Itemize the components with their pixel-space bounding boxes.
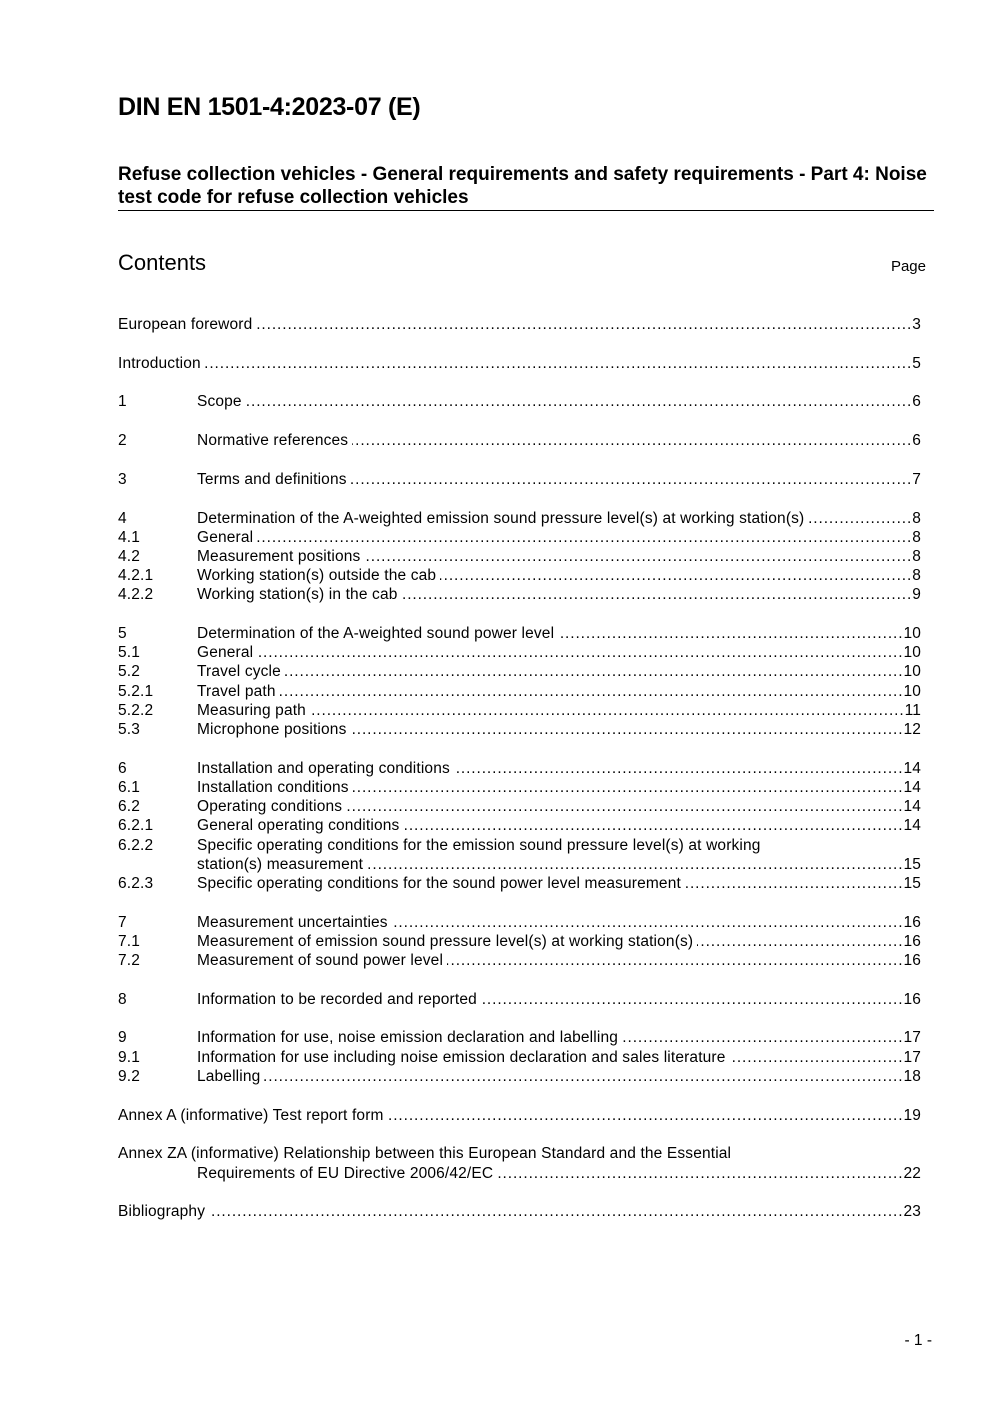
toc-entry[interactable] <box>118 874 921 893</box>
toc-leader-dots <box>808 509 912 528</box>
toc-entry-number: 2 <box>118 432 127 450</box>
toc-leader-dots <box>352 431 912 450</box>
toc-entry-title-continued: Requirements of EU Directive 2006/42/EC <box>197 1164 494 1182</box>
toc-leader-dots <box>697 932 903 951</box>
contents-heading: Contents <box>118 250 207 275</box>
toc-entry-title: Bibliography <box>118 1203 206 1221</box>
toc-entry[interactable] <box>118 547 921 566</box>
toc-leader-dots <box>454 759 904 778</box>
toc-entry[interactable] <box>118 509 921 528</box>
toc-group <box>118 990 921 1009</box>
toc-entry-page: 12 <box>903 721 921 739</box>
toc-entry-title: Scope <box>197 393 242 411</box>
toc-entry-title: Annex A (informative) Test report form <box>118 1106 384 1124</box>
toc-entry-title: Travel path <box>197 682 276 700</box>
toc-entry-number: 7 <box>118 913 127 931</box>
toc-entry-number: 4.2 <box>118 547 140 565</box>
toc-entry[interactable] <box>118 682 921 701</box>
toc-entry-number: 8 <box>118 990 127 1008</box>
toc-entry[interactable] <box>118 1106 921 1125</box>
toc-entry-title: Specific operating conditions for the emission sound pressure level(s) at working <box>197 836 761 854</box>
toc-leader-dots <box>353 778 904 797</box>
toc-leader-dots <box>205 354 912 373</box>
toc-entry-number: 7.1 <box>118 932 140 950</box>
toc-entry[interactable] <box>118 932 921 951</box>
toc-entry-title: General <box>197 644 254 662</box>
toc-entry-page: 3 <box>912 316 921 333</box>
toc-entry-page: 16 <box>903 932 921 950</box>
toc-entry-page: 14 <box>903 759 921 777</box>
toc-entry-page: 8 <box>912 528 921 546</box>
toc-leader-dots <box>257 528 912 547</box>
toc-entry-title: Normative references <box>197 432 349 450</box>
toc-group <box>118 1028 921 1086</box>
toc-entry-number: 5.3 <box>118 721 140 739</box>
toc-entry[interactable] <box>118 315 921 334</box>
toc-entry[interactable] <box>118 392 921 411</box>
toc-entry-page: 8 <box>912 547 921 565</box>
toc-leader-dots <box>350 720 903 739</box>
toc-entry-number: 9 <box>118 1029 127 1047</box>
toc-leader-dots <box>440 566 912 585</box>
toc-group <box>118 759 921 893</box>
toc-group <box>118 470 921 489</box>
toc-entry[interactable] <box>118 528 921 547</box>
toc-entry-title: Determination of the A-weighted emission sound pressure level(s) at working station(s) <box>197 509 805 527</box>
toc-entry-page: 18 <box>903 1067 921 1085</box>
toc-group <box>118 1202 921 1221</box>
toc-entry-title: Information to be recorded and reported <box>197 990 477 1008</box>
toc-entry-number: 4.2.2 <box>118 586 154 604</box>
toc-leader-dots <box>388 1106 904 1125</box>
toc-entry-page: 14 <box>903 778 921 796</box>
toc-leader-dots <box>256 315 912 334</box>
toc-entry-title: Microphone positions <box>197 721 347 739</box>
toc-entry-number: 9.1 <box>118 1048 140 1066</box>
toc-entry-number: 1 <box>118 393 127 411</box>
toc-leader-dots <box>401 585 912 604</box>
toc-entry-number: 6.1 <box>118 778 140 796</box>
toc-leader-dots <box>622 1029 903 1048</box>
toc-entry-title: Introduction <box>118 354 201 372</box>
toc-entry-title: Installation conditions <box>197 778 349 796</box>
toc-leader-dots <box>481 990 904 1009</box>
toc-leader-dots <box>246 392 913 411</box>
toc-entry[interactable] <box>118 431 921 450</box>
toc-entry[interactable] <box>118 816 921 835</box>
toc-entry-page: 10 <box>903 663 921 681</box>
toc-entry-page: 6 <box>912 432 921 450</box>
toc-leader-dots <box>497 1164 903 1183</box>
toc-entry-page: 17 <box>903 1029 921 1047</box>
toc-entry-number: 5.2.2 <box>118 701 154 719</box>
toc-group <box>118 1144 921 1182</box>
toc-leader-dots <box>730 1048 904 1067</box>
toc-entry-number: 6.2.2 <box>118 836 154 854</box>
toc-entry-title: Travel cycle <box>197 663 281 681</box>
toc-entry-number: 6.2.1 <box>118 817 154 835</box>
toc-entry-number: 3 <box>118 470 127 488</box>
toc-group <box>118 913 921 971</box>
toc-leader-dots <box>285 662 904 681</box>
toc-entry[interactable] <box>118 1048 921 1067</box>
toc-entry[interactable] <box>118 797 921 816</box>
toc-entry-title: Installation and operating conditions <box>197 759 450 777</box>
toc-entry-title: Information for use, noise emission declaration and labelling <box>197 1029 618 1047</box>
toc-entry-page: 19 <box>903 1106 921 1124</box>
toc-entry-title: Measuring path <box>197 701 306 719</box>
toc-entry[interactable] <box>118 643 921 662</box>
toc-entry-title: Measurement of sound power level <box>197 952 444 970</box>
table-of-contents <box>118 315 921 1241</box>
toc-entry-page: 14 <box>903 798 921 816</box>
toc-entry-number: 5.2.1 <box>118 682 154 700</box>
toc-leader-dots <box>351 470 913 489</box>
toc-entry-title: Measurement positions <box>197 547 361 565</box>
toc-entry-page: 22 <box>903 1164 921 1182</box>
toc-entry-page: 14 <box>903 817 921 835</box>
toc-entry-number: 5.2 <box>118 663 140 681</box>
toc-entry[interactable] <box>118 354 921 373</box>
toc-entry-title-continued: station(s) measurement <box>197 855 364 873</box>
toc-entry-title: Operating conditions <box>197 798 343 816</box>
toc-entry-title: Annex ZA (informative) Relationship between this European Standard and the Essential <box>118 1145 732 1163</box>
toc-entry-title: Measurement uncertainties <box>197 913 388 931</box>
toc-entry-page: 8 <box>912 509 921 527</box>
toc-entry-title: Labelling <box>197 1067 261 1085</box>
toc-entry[interactable] <box>118 913 921 932</box>
toc-entry-page: 9 <box>912 586 921 604</box>
toc-group <box>118 509 921 605</box>
toc-entry-title: Measurement of emission sound pressure level(s) at working station(s) <box>197 932 694 950</box>
toc-entry[interactable] <box>118 720 921 739</box>
toc-entry[interactable] <box>118 1067 921 1086</box>
toc-entry-number: 4.2.1 <box>118 567 154 585</box>
toc-leader-dots <box>558 624 903 643</box>
toc-entry-page: 16 <box>903 990 921 1008</box>
toc-entry-title: Working station(s) in the cab <box>197 586 398 604</box>
toc-entry-number: 4 <box>118 509 127 527</box>
toc-entry-title: Determination of the A-weighted sound power level <box>197 625 555 643</box>
toc-leader-dots <box>280 682 904 701</box>
toc-entry-number: 5.1 <box>118 644 140 662</box>
toc-leader-dots <box>257 643 903 662</box>
toc-entry[interactable] <box>118 836 921 874</box>
toc-entry-page: 5 <box>912 354 921 372</box>
toc-group <box>118 431 921 450</box>
toc-entry-title: Terms and definitions <box>197 470 347 488</box>
toc-leader-dots <box>392 913 904 932</box>
toc-entry-number: 9.2 <box>118 1067 140 1085</box>
toc-group <box>118 315 921 334</box>
toc-entry[interactable] <box>118 990 921 1009</box>
toc-entry-number: 6 <box>118 759 127 777</box>
toc-leader-dots <box>364 547 912 566</box>
toc-entry-page: 10 <box>903 644 921 662</box>
toc-entry-title: Working station(s) outside the cab <box>197 567 437 585</box>
toc-group <box>118 392 921 411</box>
page-number: - 1 - <box>904 1332 932 1349</box>
toc-leader-dots <box>403 816 903 835</box>
document-number: DIN EN 1501-4:2023-07 (E) <box>118 93 421 121</box>
toc-leader-dots <box>367 855 903 874</box>
toc-entry[interactable] <box>118 1202 921 1221</box>
toc-entry-page: 6 <box>912 393 921 411</box>
toc-leader-dots <box>685 874 904 893</box>
toc-entry[interactable] <box>118 1144 921 1182</box>
toc-leader-dots <box>447 951 903 970</box>
toc-entry-title: Information for use including noise emission declaration and sales literature <box>197 1048 726 1066</box>
toc-entry-number: 7.2 <box>118 952 140 970</box>
toc-entry-page: 17 <box>903 1048 921 1066</box>
toc-entry-page: 16 <box>903 952 921 970</box>
toc-entry-page: 10 <box>903 625 921 643</box>
toc-entry-number: 6.2 <box>118 798 140 816</box>
toc-entry-page: 15 <box>903 874 921 892</box>
page-column-label: Page <box>890 258 926 275</box>
toc-leader-dots <box>264 1067 903 1086</box>
toc-entry-title: European foreword <box>118 316 253 333</box>
toc-entry[interactable] <box>118 759 921 778</box>
toc-entry[interactable] <box>118 624 921 643</box>
toc-entry-number: 5 <box>118 625 127 643</box>
toc-leader-dots <box>310 701 905 720</box>
toc-entry-page: 7 <box>912 470 921 488</box>
toc-entry[interactable] <box>118 701 921 720</box>
toc-group <box>118 624 921 739</box>
document-title: Refuse collection vehicles - General requirements and safety requirements - Part 4: Noise test code for refuse collection vehicles <box>118 164 927 208</box>
toc-entry-number: 6.2.3 <box>118 874 154 892</box>
toc-entry-page: 8 <box>912 567 921 585</box>
title-divider <box>118 210 934 211</box>
toc-entry-page: 15 <box>903 855 921 873</box>
toc-entry[interactable] <box>118 470 921 489</box>
toc-entry-page: 23 <box>903 1203 921 1221</box>
toc-entry-page: 11 <box>904 701 921 719</box>
toc-group <box>118 354 921 373</box>
toc-entry-title: Specific operating conditions for the sound power level measurement <box>197 874 681 892</box>
toc-entry-title: General operating conditions <box>197 817 400 835</box>
toc-entry[interactable] <box>118 951 921 970</box>
toc-entry[interactable] <box>118 778 921 797</box>
toc-group <box>118 1106 921 1125</box>
toc-entry[interactable] <box>118 566 921 585</box>
toc-entry[interactable] <box>118 585 921 604</box>
toc-leader-dots <box>209 1202 903 1221</box>
toc-entry-page: 10 <box>903 682 921 700</box>
toc-entry[interactable] <box>118 1028 921 1047</box>
toc-entry-number: 4.1 <box>118 528 140 546</box>
toc-entry-title: General <box>197 528 254 546</box>
toc-leader-dots <box>346 797 903 816</box>
toc-entry[interactable] <box>118 662 921 681</box>
toc-entry-page: 16 <box>903 913 921 931</box>
